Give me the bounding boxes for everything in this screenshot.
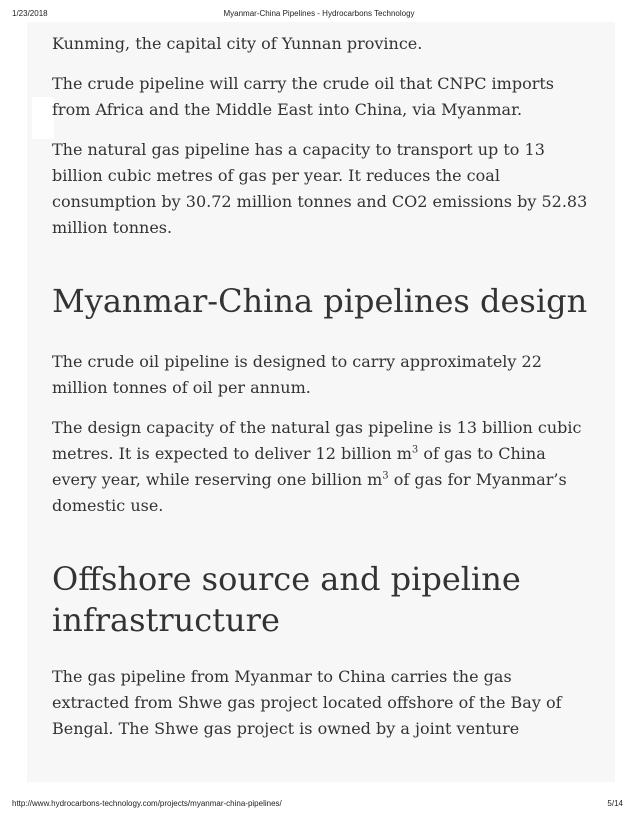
paragraph-crude-design: The crude oil pipeline is designed to carry approximately 22 million tonnes of oil per annum.: [52, 352, 542, 397]
print-header: [0, 9, 638, 21]
print-url: http://www.hydrocarbons-technology.com/projects/myanmar-china-pipelines/: [12, 799, 282, 808]
side-tab-notch: [32, 97, 54, 139]
heading-offshore-source: Offshore source and pipeline infrastructure: [52, 560, 521, 639]
paragraph-crude-pipeline: The crude pipeline will carry the crude oil that CNPC imports from Africa and the Middle East into China, via Myanmar.: [52, 74, 554, 119]
print-footer: [0, 799, 638, 811]
heading-pipelines-design: Myanmar-China pipelines design: [52, 282, 588, 320]
print-page-title: Myanmar-China Pipelines - Hydrocarbons Technology: [223, 9, 415, 18]
paragraph-gas-design: The design capacity of the natural gas pipeline is 13 billion cubic metres. It is expected to deliver 12 billion $m^3$ of gas to China every year, while reserving one billion $m^3$ of gas for Myanmar’s domestic use.: [52, 418, 582, 515]
paragraph-kunming: Kunming, the capital city of Yunnan province.: [52, 34, 423, 53]
print-page-number: 5/14: [607, 799, 623, 808]
paragraph-shwe-project: The gas pipeline from Myanmar to China carries the gas extracted from Shwe gas project located offshore of the Bay of Bengal. The Shwe gas project is owned by a joint venture: [52, 667, 562, 738]
article-body: [52, 31, 592, 756]
print-date: 1/23/2018: [12, 9, 48, 18]
paragraph-gas-capacity: The natural gas pipeline has a capacity to transport up to 13 billion cubic metres of gas per year. It reduces the coal consumption by 30.72 million tonnes and CO2 emissions by 52.83 million tonnes.: [52, 140, 588, 237]
